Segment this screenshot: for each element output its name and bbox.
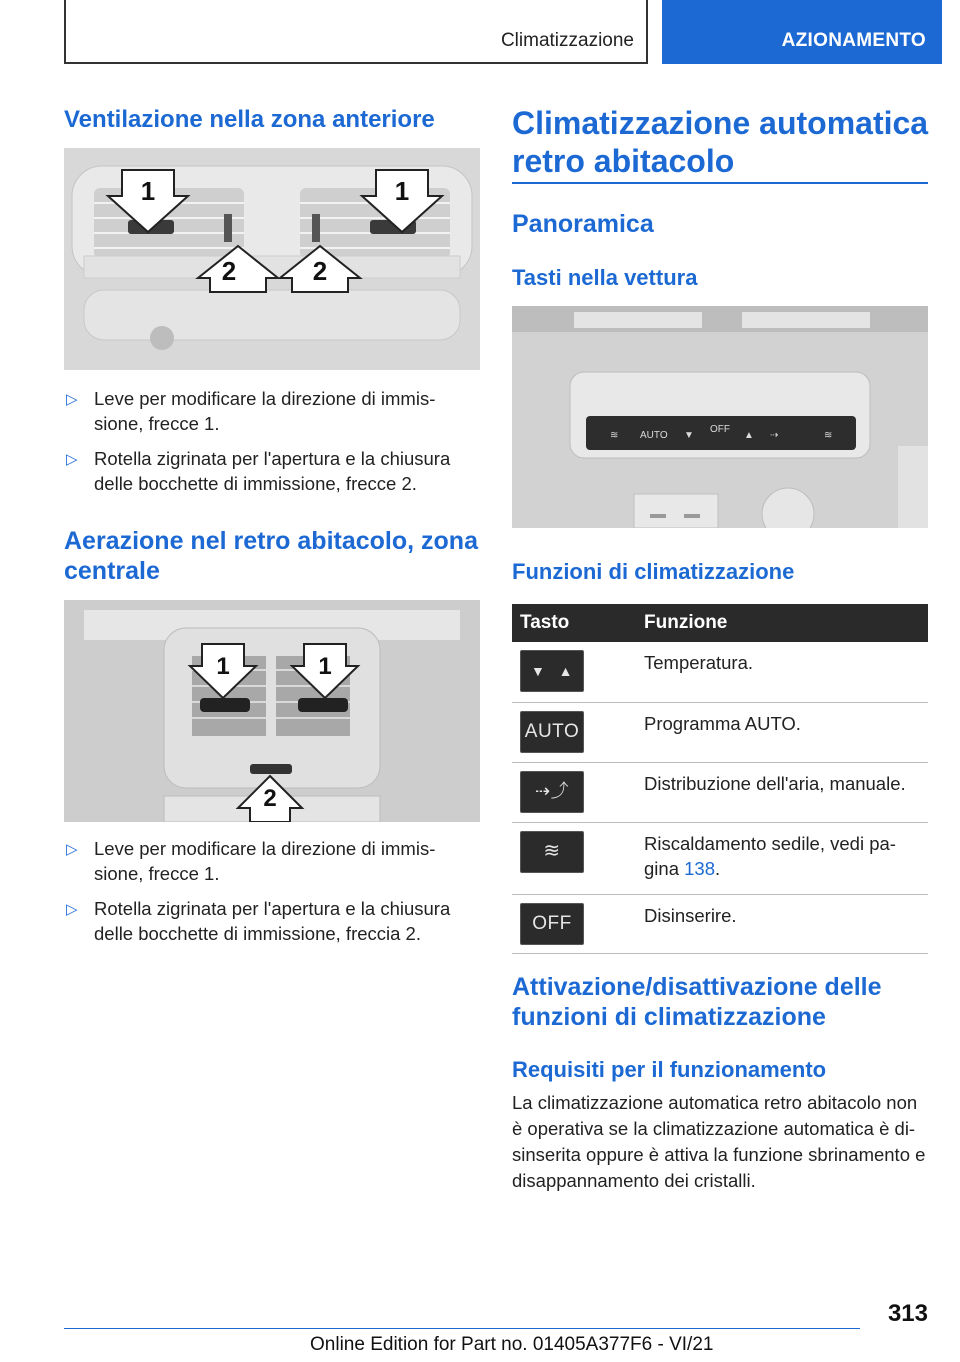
requirements-paragraph: La climatizzazione automatica retro abitacolo non è operativa se la climatizzazione automatica è di-sinserita oppure è attiva la funzione sbrinamento e disappannamento dei cristalli.	[512, 1092, 926, 1191]
table-row	[512, 822, 928, 894]
heading-overview: Panoramica	[512, 210, 654, 238]
list-item: ▷ Rotella zigrinata per l'apertura e la chiusura delle bocchette di immissione, frecce 2.	[66, 448, 451, 494]
heading-buttons: Tasti nella vettura	[512, 265, 698, 290]
page-number: 313	[887, 1300, 928, 1327]
table-row	[512, 642, 928, 702]
heading-rule	[512, 182, 928, 184]
bullets-rear	[64, 836, 474, 956]
figure-rear-vents	[64, 600, 480, 822]
seat-heating-icon: ≋	[520, 831, 584, 873]
column-header-function: Funzione	[636, 604, 928, 642]
air-distribution-icon: ⇢⤴	[520, 771, 584, 813]
column-header-key: Tasto	[512, 604, 636, 642]
table-cell: Riscaldamento sedile, vedi pa-gina 138.	[636, 822, 928, 894]
page-link-138[interactable]: 138	[684, 857, 715, 879]
table-row	[512, 894, 928, 953]
heading-requirements: Requisiti per il funzionamento	[512, 1057, 827, 1082]
svg-text:▲: ▲	[744, 430, 754, 441]
triangle-bullet-icon: ▷	[66, 901, 78, 918]
table-cell: Temperatura.	[636, 642, 928, 702]
list-item: ▷ Leve per modificare la direzione di immis-sione, frecce 1.	[66, 388, 436, 434]
heading-rear-auto-climate: Climatizzazione automatica retro abitacolo	[512, 105, 929, 179]
svg-text:≋: ≋	[824, 430, 833, 441]
off-key: OFF	[520, 903, 584, 945]
table-row	[512, 702, 928, 762]
heading-rear-center-ventilation: Aerazione nel retro abitacolo, zona centrale	[64, 527, 478, 585]
triangle-bullet-icon: ▷	[66, 451, 78, 468]
panel-auto-label: AUTO	[640, 430, 668, 441]
svg-text:▼: ▼	[684, 430, 694, 441]
triangle-bullet-icon: ▷	[66, 391, 78, 408]
list-item: ▷ Leve per modificare la direzione di immis-sione, frecce 1.	[66, 838, 436, 884]
header-section-box	[662, 0, 942, 64]
fig1-label-2a: 2	[221, 256, 237, 286]
fig2-label-2: 2	[263, 785, 277, 812]
figure-rear-panel	[512, 306, 928, 528]
triangle-bullet-icon: ▷	[66, 841, 78, 858]
bullets-front	[64, 386, 474, 506]
temperature-arrows-icon: ▼ ▲	[520, 650, 584, 692]
figure-front-vents	[64, 148, 480, 370]
fig1-label-2b: 2	[312, 256, 328, 286]
header-section-title: AZIONAMENTO	[781, 30, 926, 51]
fig1-label-1b: 1	[394, 176, 410, 206]
fig1-label-1a: 1	[140, 176, 156, 206]
header-chapter-box	[64, 0, 648, 64]
footer-edition: Online Edition for Part no. 01405A377F6 - VI/21	[310, 1334, 714, 1355]
svg-text:⇢: ⇢	[770, 430, 779, 441]
footer-rule	[64, 1328, 860, 1329]
heading-functions: Funzioni di climatizzazione	[512, 559, 795, 584]
header-chapter-title: Climatizzazione	[500, 30, 634, 51]
list-item: ▷ Rotella zigrinata per l'apertura e la chiusura delle bocchette di immissione, freccia 2.	[66, 898, 451, 944]
svg-text:≋: ≋	[610, 430, 619, 441]
table-cell: Disinserire.	[636, 894, 928, 953]
table-row	[512, 762, 928, 822]
functions-table	[512, 604, 928, 954]
heading-front-ventilation: Ventilazione nella zona anteriore	[64, 106, 435, 133]
auto-key: AUTO	[520, 711, 584, 753]
table-cell: Programma AUTO.	[636, 702, 928, 762]
fig2-label-1a: 1	[216, 653, 230, 680]
panel-off-label: OFF	[710, 424, 730, 435]
heading-activation: Attivazione/disattivazione delle funzioni di climatizzazione	[512, 973, 882, 1031]
table-cell: Distribuzione dell'aria, manuale.	[636, 762, 928, 822]
fig2-label-1b: 1	[318, 653, 332, 680]
